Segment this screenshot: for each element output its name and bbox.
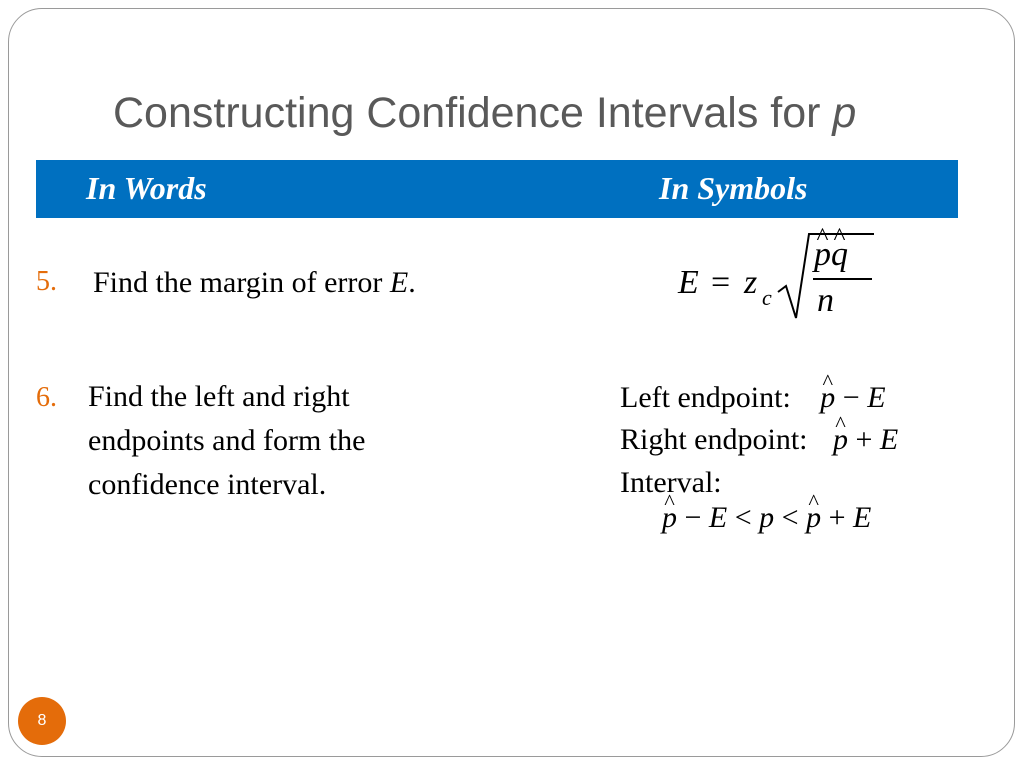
title-text: Constructing Confidence Intervals for <box>113 89 821 137</box>
population-proportion: p <box>759 501 775 534</box>
minus-sign: − <box>684 501 702 534</box>
plus-sign: + <box>855 423 873 456</box>
left-endpoint-label: Left endpoint: <box>620 381 791 414</box>
margin-variable: E <box>867 381 886 414</box>
q-hat: ^ q <box>831 236 848 274</box>
formula-lhs: E <box>678 264 699 301</box>
header-in-symbols: In Symbols <box>659 170 808 206</box>
step-5-number: 5. <box>36 266 57 297</box>
step-6-line-1: Find the left and right <box>88 380 350 413</box>
margin-of-error-formula <box>678 230 878 325</box>
step-6-line-2: endpoints and form the <box>88 424 366 457</box>
right-endpoint-label: Right endpoint: <box>620 423 808 456</box>
less-than-sign: < <box>734 501 752 534</box>
step-5-text-main: Find the margin of error <box>93 266 383 299</box>
header-in-words: In Words <box>86 170 207 206</box>
p-hat: ^ p <box>662 503 677 533</box>
minus-sign: − <box>842 381 860 414</box>
step-6-line-3: confidence interval. <box>88 468 327 501</box>
right-endpoint-line <box>620 425 898 455</box>
plus-sign: + <box>828 501 846 534</box>
step-6-text <box>88 375 365 507</box>
formula-denominator: n <box>817 282 834 319</box>
step-5-text <box>93 261 416 305</box>
interval-label: Interval: <box>620 466 722 499</box>
less-than-sign: < <box>781 501 799 534</box>
formula-numerator <box>814 236 848 274</box>
p-hat: ^ p <box>806 503 821 533</box>
title-variable: p <box>832 89 857 137</box>
formula-equals: = <box>711 264 731 301</box>
p-hat: ^ p <box>820 383 835 413</box>
margin-variable: E <box>879 423 899 456</box>
slide-title <box>113 89 958 137</box>
p-hat: ^ p <box>833 425 848 455</box>
margin-variable: E <box>708 501 728 534</box>
step-6-number: 6. <box>36 382 57 413</box>
p-hat: ^ p <box>814 236 831 274</box>
left-endpoint-line <box>620 383 886 413</box>
margin-variable: E <box>853 501 872 534</box>
formula-z-subscript: c <box>762 285 772 310</box>
page-number-badge <box>18 697 66 745</box>
page-number: 8 <box>37 712 47 729</box>
formula-z: z <box>744 264 758 301</box>
step-5-text-variable: E <box>389 266 409 299</box>
header-band <box>36 160 958 218</box>
interval-expression <box>662 503 871 533</box>
step-5-text-period: . <box>408 266 416 299</box>
